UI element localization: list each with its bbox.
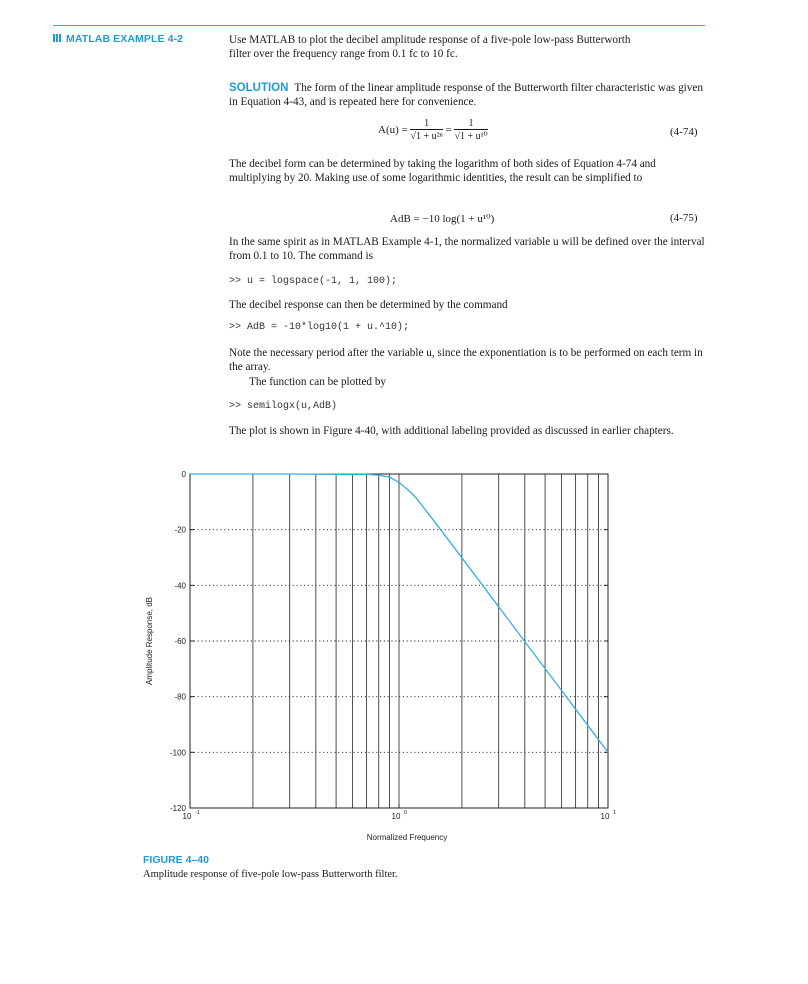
code-adb: >> AdB = -10*log10(1 + u.^10); xyxy=(229,322,410,333)
y-tick-label: 0 xyxy=(181,470,186,479)
paragraph-decibel-command: The decibel response can then be determined by the command xyxy=(229,299,508,311)
eq1-num2: 1 xyxy=(454,118,487,130)
figure-caption: Amplitude response of five-pole low-pass Butterworth filter. xyxy=(143,869,398,880)
y-tick-label: -120 xyxy=(169,804,186,813)
equation-4-75: AdB = −10 log(1 + u¹⁰) xyxy=(390,213,495,225)
eq1-den1: √1 + u²ⁿ xyxy=(410,131,443,142)
intro-line-2: filter over the frequency range from 0.1 fc to 10 fc. xyxy=(229,48,458,60)
figure-label: FIGURE 4–40 xyxy=(143,854,209,866)
y-tick-label: -40 xyxy=(174,581,186,591)
intro-line-1: Use MATLAB to plot the decibel amplitude response of a five-pole low-pass Butterworth xyxy=(229,34,631,46)
paragraph-same-spirit: In the same spirit as in MATLAB Example 4-1, the normalized variable u will be defined over the interval from 0.1 to 10. The command is xyxy=(229,236,705,262)
y-tick-label: -60 xyxy=(174,637,186,646)
equation-number-4-74: (4-74) xyxy=(670,126,698,138)
code-logspace: >> u = logspace(-1, 1, 100); xyxy=(229,276,398,287)
paragraph-note: Note the necessary period after the variable u, since the exponentiation is to be performed on each term in the array. xyxy=(229,347,703,373)
solution-text: The form of the linear amplitude response of the Butterworth filter characteristic was given in Equation 4-43, and is repeated here for convenience. xyxy=(229,82,703,108)
y-tick-label: -100 xyxy=(169,748,186,758)
y-tick-label: -80 xyxy=(174,692,186,702)
paragraph-plot: The plot is shown in Figure 4-40, with additional labeling provided as discussed in earlier chapters. xyxy=(229,425,674,437)
eq1-den2: √1 + u¹⁰ xyxy=(454,131,488,142)
equation-number-4-75: (4-75) xyxy=(670,212,698,224)
x-tick-label: 10 xyxy=(600,812,610,821)
x-tick-label: 10 xyxy=(391,812,401,821)
paragraph-function: The function can be plotted by xyxy=(249,376,387,388)
eq1-num1: 1 xyxy=(410,118,442,130)
x-tick-exponent: 0 xyxy=(404,810,408,816)
solution-heading: SOLUTION xyxy=(229,82,289,94)
y-tick-label: -20 xyxy=(174,525,186,535)
y-axis-label: Amplitude Response, dB xyxy=(145,596,154,686)
code-semilogx: >> semilogx(u,AdB) xyxy=(229,401,338,412)
paragraph-decibel-form: The decibel form can be determined by taking the logarithm of both sides of Equation 4-74 and multiplying by 20. Making use of some logarithmic identities, the result can be simplified to xyxy=(229,158,656,184)
x-tick-label: 10 xyxy=(182,812,192,821)
example-label-text: MATLAB EXAMPLE 4-2 xyxy=(66,33,184,45)
x-tick-exponent: -1 xyxy=(195,810,200,816)
eq1-lhs: A(u) = xyxy=(378,124,408,136)
x-axis-label: Normalized Frequency xyxy=(366,833,448,842)
eq1-equals: = xyxy=(445,124,452,136)
x-tick-exponent: 1 xyxy=(613,810,617,816)
